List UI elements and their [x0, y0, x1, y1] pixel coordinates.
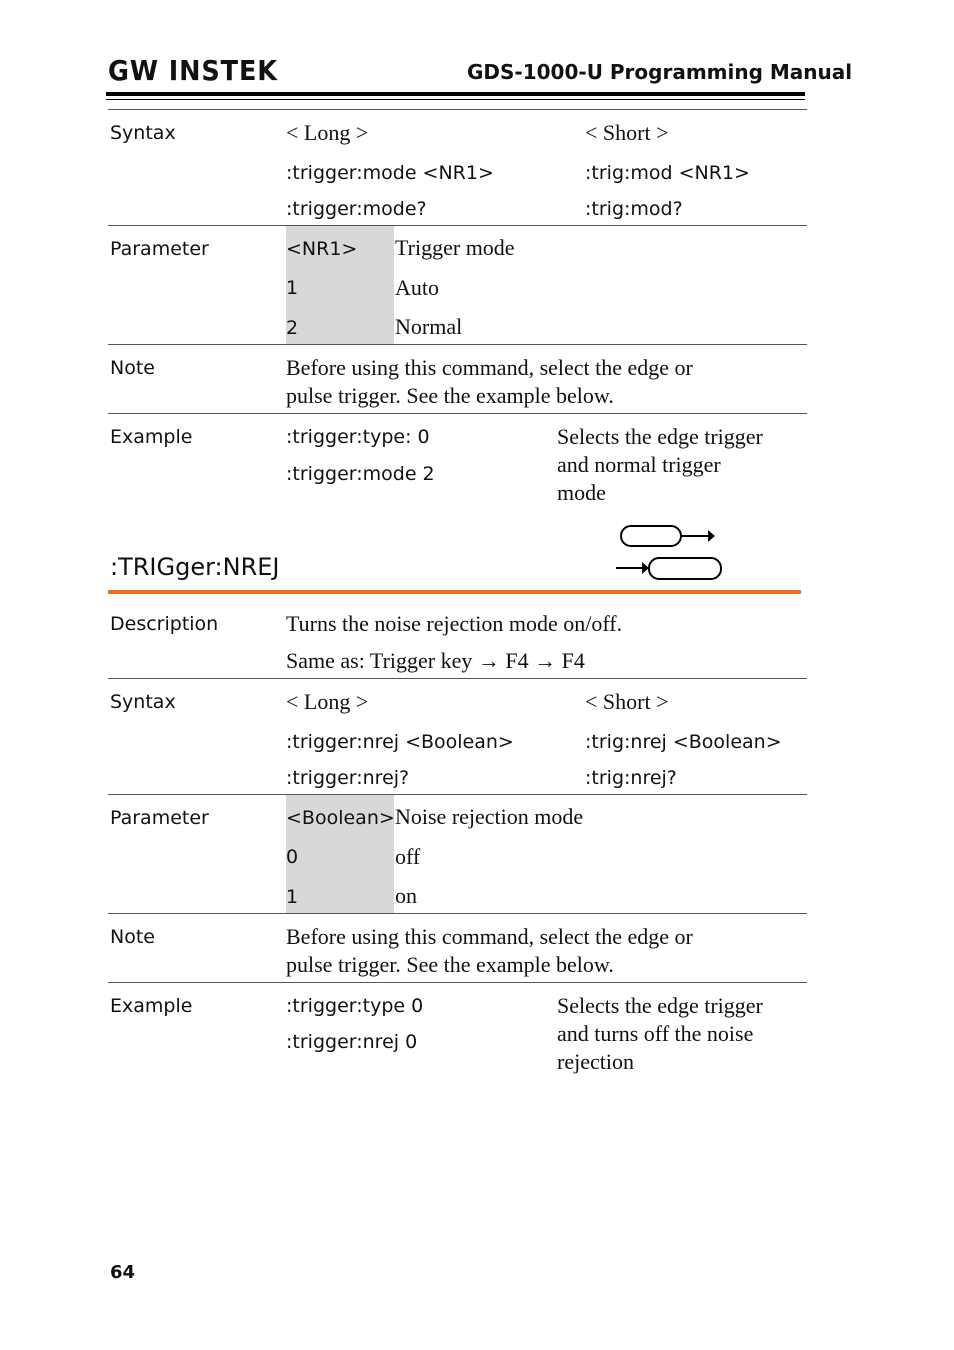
parameter-label: Parameter: [110, 238, 209, 260]
parameter-desc: Normal: [395, 314, 463, 339]
logo-text: GW INSTEK: [108, 55, 279, 83]
divider: [108, 678, 807, 679]
short-query-command: :trig:mod?: [585, 198, 683, 220]
short-set-command: :trig:nrej <Boolean>: [585, 731, 782, 753]
note-line: Before using this command, select the edge or: [286, 355, 693, 380]
divider: [108, 225, 807, 226]
parameter-key: 1: [286, 277, 299, 299]
divider: [108, 109, 807, 110]
example-desc: and normal trigger: [557, 452, 721, 477]
section-title-underline: [108, 590, 801, 594]
long-query-command: :trigger:nrej?: [286, 767, 410, 789]
header-rule-thin: [106, 99, 805, 100]
example-label: Example: [110, 995, 193, 1017]
parameter-key: 0: [286, 846, 299, 868]
example-desc: Selects the edge trigger: [557, 424, 763, 449]
divider: [108, 344, 807, 345]
description-text: Turns the noise rejection mode on/off.: [286, 611, 623, 636]
parameter-key: 1: [286, 886, 299, 908]
query-icon: [616, 558, 721, 579]
example-command: :trigger:nrej 0: [286, 1031, 418, 1053]
example-desc: Selects the edge trigger: [557, 993, 763, 1018]
header-rule-thick: [106, 92, 805, 96]
note-label: Note: [110, 926, 155, 948]
example-command: :trigger:type: 0: [286, 426, 430, 448]
parameter-key: 2: [286, 317, 299, 339]
example-desc: mode: [557, 480, 606, 505]
parameter-desc: on: [395, 883, 417, 908]
parameter-key: <NR1>: [286, 238, 358, 260]
note-line: pulse trigger. See the example below.: [286, 952, 614, 977]
short-query-command: :trig:nrej?: [585, 767, 677, 789]
long-query-command: :trigger:mode?: [286, 198, 427, 220]
short-set-command: :trig:mod <NR1>: [585, 162, 750, 184]
manual-title: GDS-1000-U Programming Manual: [467, 60, 853, 84]
parameter-label: Parameter: [110, 807, 209, 829]
parameter-desc: Auto: [395, 275, 439, 300]
gw-instek-logo: [108, 55, 280, 83]
description-label: Description: [110, 613, 219, 635]
short-heading: < Short >: [585, 120, 669, 145]
example-label: Example: [110, 426, 193, 448]
page-number: 64: [110, 1262, 136, 1283]
long-set-command: :trigger:nrej <Boolean>: [286, 731, 514, 753]
set-icon: [621, 526, 715, 546]
long-set-command: :trigger:mode <NR1>: [286, 162, 494, 184]
note-line: Before using this command, select the edge or: [286, 924, 693, 949]
syntax-label: Syntax: [110, 122, 176, 144]
long-heading: < Long >: [286, 120, 369, 145]
parameter-desc: Trigger mode: [395, 235, 515, 260]
note-label: Note: [110, 357, 155, 379]
divider: [108, 913, 807, 914]
set-query-icon: [614, 522, 726, 584]
short-heading: < Short >: [585, 689, 669, 714]
description-shortcut: Same as: Trigger key → F4 → F4: [286, 648, 585, 673]
long-heading: < Long >: [286, 689, 369, 714]
example-command: :trigger:type 0: [286, 995, 424, 1017]
parameter-desc: Noise rejection mode: [395, 804, 584, 829]
parameter-desc: off: [395, 844, 421, 869]
syntax-label: Syntax: [110, 691, 176, 713]
example-command: :trigger:mode 2: [286, 463, 435, 485]
section-title: :TRIGger:NREJ: [110, 553, 280, 581]
example-desc: rejection: [557, 1049, 634, 1074]
example-desc: and turns off the noise: [557, 1021, 754, 1046]
divider: [108, 794, 807, 795]
parameter-key: <Boolean>: [286, 807, 395, 829]
divider: [108, 982, 807, 983]
divider: [108, 413, 807, 414]
note-line: pulse trigger. See the example below.: [286, 383, 614, 408]
